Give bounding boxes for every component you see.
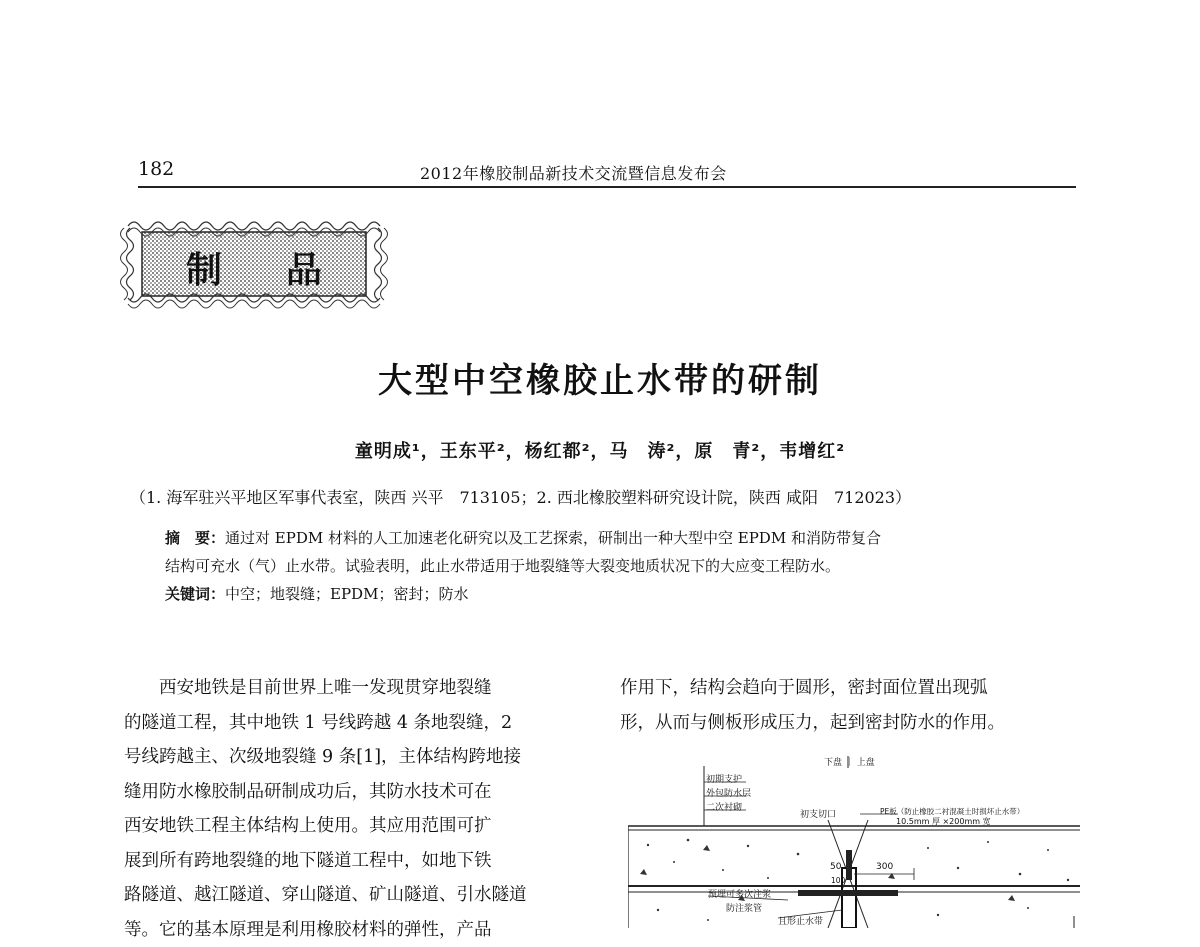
figure-pe-label: PE板（防止橡胶二衬混凝土时损坏止水带） [880, 806, 1024, 817]
body-left-line: 号线跨越主、次级地裂缝 9 条[1]，主体结构跨地接 [124, 740, 594, 775]
figure-pipe-label: 防注浆管 [726, 901, 762, 914]
body-column-right [620, 671, 1090, 740]
keywords-line [165, 580, 1065, 608]
affiliations: （1. 海军驻兴平地区军事代表室，陕西 兴平 713105；2. 西北橡胶塑料研究设计院，陕西 咸阳 712023） [130, 485, 911, 508]
figure-dim-50: 50 [830, 862, 841, 872]
body-left-line: 等。它的基本原理是利用橡胶材料的弹性，产品 [124, 913, 594, 947]
figure-grout-label: 预埋可多次注浆 [708, 887, 771, 900]
abstract-text-1: 通过对 EPDM 材料的人工加速老化研究以及工艺探索，研制出一种大型中空 EPDM 和消防带复合 [225, 529, 881, 547]
figure-dim-300: 300 [876, 862, 893, 872]
figure-cut-label: 初支切口 [800, 807, 836, 820]
paper-title: 大型中空橡胶止水带的研制 [0, 353, 1200, 402]
abstract [165, 524, 1065, 608]
body-column-left [124, 671, 594, 947]
keywords-label: 关键词： [165, 585, 225, 603]
figure-pe-dim: 10.5mm 厚 ×200mm 宽 [896, 816, 991, 827]
body-right-line: 形，从而与侧板形成压力，起到密封防水的作用。 [620, 706, 1090, 741]
body-right-line: 作用下，结构会趋向于圆形，密封面位置出现弧 [620, 671, 1090, 706]
header-rule [138, 186, 1076, 188]
figure-top-label: 下盘 ｜ 上盘 [824, 755, 875, 768]
figure-layer-3: 二次衬砌 [706, 800, 742, 813]
section-char-1: 制 [186, 242, 222, 293]
engineering-figure [628, 750, 1080, 928]
figure-waterstop-label: 且形止水带 [778, 914, 823, 927]
abstract-text-2: 结构可充水（气）止水带。试验表明，此止水带适用于地裂缝等大裂变地质状况下的大应变工程防水。 [165, 552, 1065, 580]
keywords-text: 中空；地裂缝；EPDM；密封；防水 [225, 585, 468, 603]
body-left-line: 西安地铁工程主体结构上使用。其应用范围可扩 [124, 809, 594, 844]
section-char-2: 品 [286, 242, 322, 293]
waterstop-section-diagram [628, 750, 1080, 928]
body-left-line: 路隧道、越江隧道、穿山隧道、矿山隧道、引水隧道 [124, 878, 594, 913]
abstract-line-1 [165, 524, 1065, 552]
abstract-label: 摘 要： [165, 529, 225, 547]
body-left-line: 缝用防水橡胶制品研制成功后，其防水技术可在 [124, 775, 594, 810]
author-list: 童明成¹，王东平²，杨红都²，马 涛²，原 青²，韦增红² [0, 437, 1200, 463]
body-left-line: 的隧道工程，其中地铁 1 号线跨越 4 条地裂缝，2 [124, 706, 594, 741]
figure-layer-2: 外包防水层 [706, 786, 751, 799]
body-left-line: 展到所有跨地裂缝的地下隧道工程中，如地下铁 [124, 844, 594, 879]
page-number: 182 [138, 158, 174, 180]
figure-dim-100: 100 [831, 876, 845, 885]
body-left-line: 西安地铁是目前世界上唯一发现贯穿地裂缝 [124, 671, 594, 706]
wavy-frame-icon [120, 212, 388, 316]
figure-layer-1: 初期支护 [706, 772, 742, 785]
running-header: 2012年橡胶制品新技术交流暨信息发布会 [420, 161, 727, 184]
section-banner [120, 212, 388, 316]
